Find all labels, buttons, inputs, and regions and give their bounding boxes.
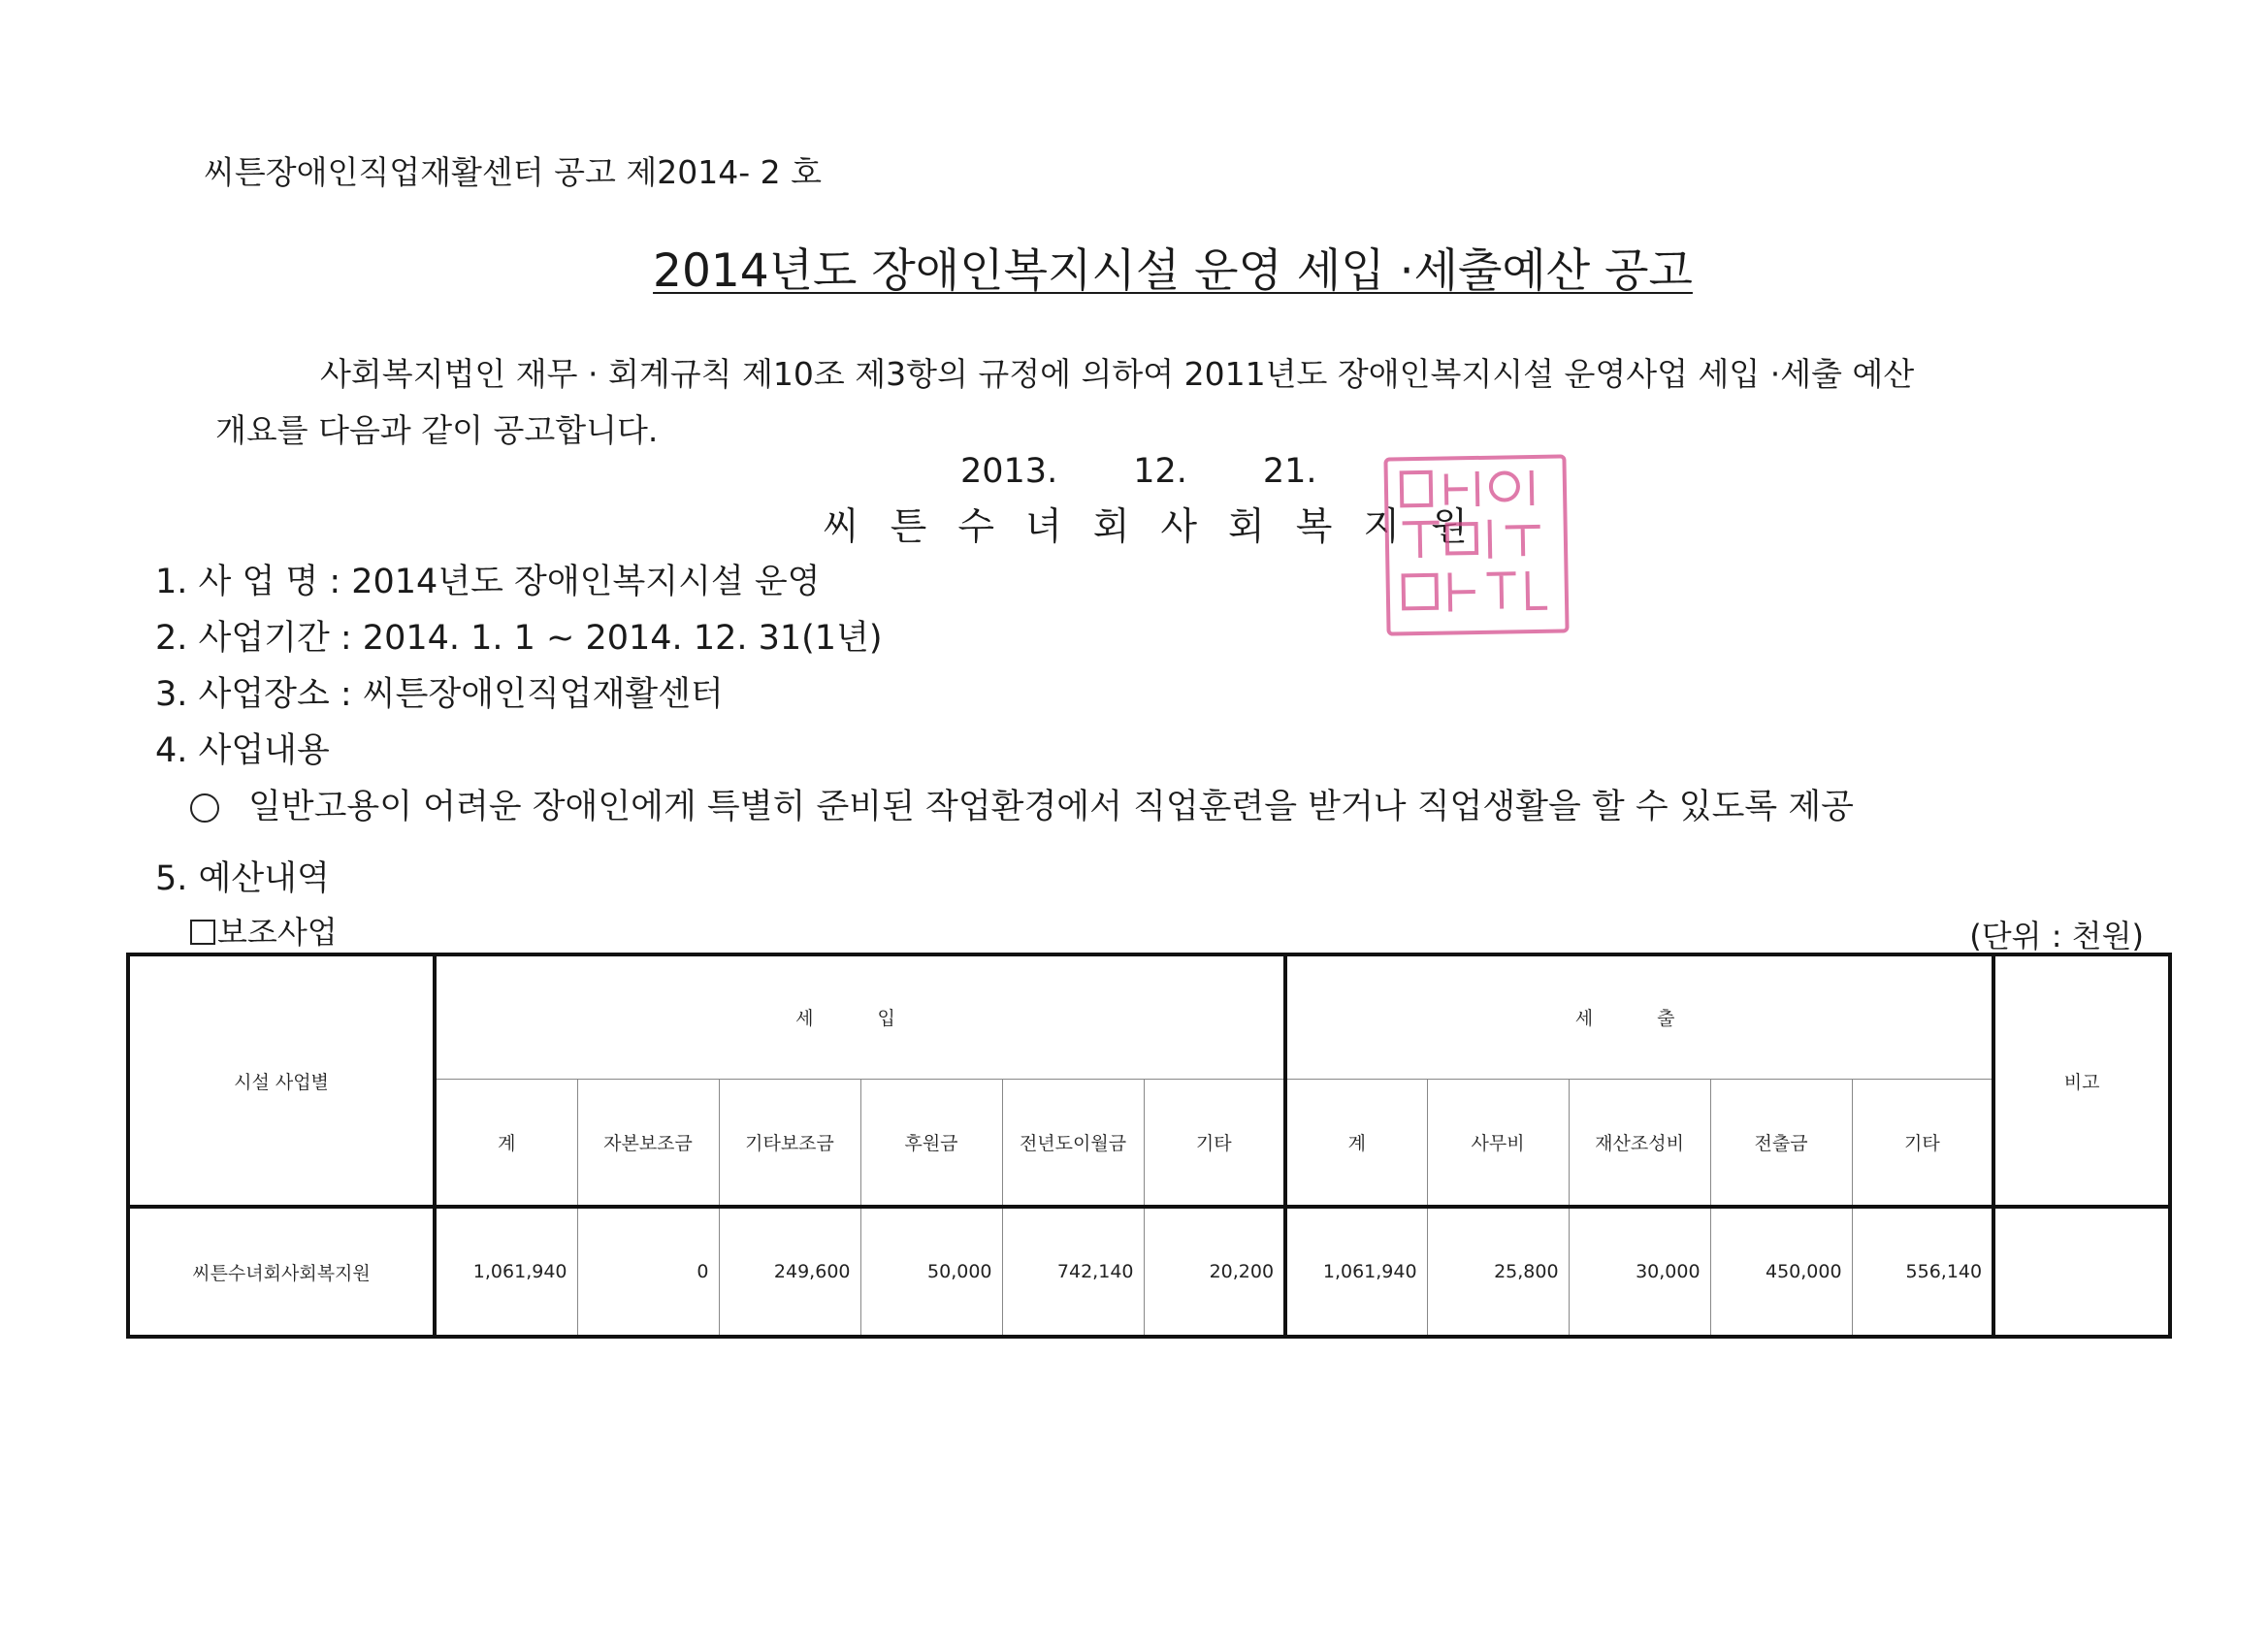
cell-remarks xyxy=(1993,1207,2170,1337)
cell-facility: 씨튼수녀회사회복지원 xyxy=(128,1207,435,1337)
seal-glyphs-icon xyxy=(1387,459,1557,625)
intro-line-2: 개요를 다음과 같이 공고합니다. xyxy=(215,411,659,449)
income-col-other: 기타 xyxy=(1144,1079,1285,1207)
expense-col-office: 사무비 xyxy=(1427,1079,1569,1207)
income-col-capital-subsidy: 자본보조금 xyxy=(577,1079,719,1207)
section-project-location: 3. 사업장소 : 씨튼장애인직업재활센터 xyxy=(155,675,724,714)
section-project-period: 2. 사업기간 : 2014. 1. 1 ~ 2014. 12. 31(1년) xyxy=(155,619,883,658)
subsection-label: 보조사업 xyxy=(217,914,338,951)
organization-name: 씨튼수녀회사회복지원 xyxy=(823,505,1499,549)
header-expense-text: 세 출 xyxy=(1574,1008,1704,1030)
header-expense xyxy=(1285,954,1993,1079)
cell-income-donation: 50,000 xyxy=(860,1207,1002,1337)
circle-bullet-icon xyxy=(190,793,219,823)
cell-income-carryover: 742,140 xyxy=(1002,1207,1144,1337)
checkbox-square-icon xyxy=(190,920,215,945)
date-day: 21. xyxy=(1262,452,1317,491)
cell-expense-transfer: 450,000 xyxy=(1710,1207,1852,1337)
income-col-donation: 후원금 xyxy=(860,1079,1002,1207)
header-income xyxy=(435,954,1285,1079)
date-month: 12. xyxy=(1133,452,1187,491)
page-title xyxy=(0,235,2268,300)
notice-number: 씨튼장애인직업재활센터 공고 제2014- 2 호 xyxy=(204,153,823,191)
income-col-other-subsidy: 기타보조금 xyxy=(719,1079,860,1207)
date-year: 2013. xyxy=(960,452,1058,491)
content-bullet xyxy=(190,780,1854,828)
notice-date xyxy=(960,452,1393,491)
expense-col-asset: 재산조성비 xyxy=(1569,1079,1710,1207)
cell-income-total: 1,061,940 xyxy=(435,1207,577,1337)
expense-col-transfer: 전출금 xyxy=(1710,1079,1852,1207)
header-remarks: 비고 xyxy=(1993,954,2170,1207)
section-project-content: 4. 사업내용 xyxy=(155,731,330,770)
cell-expense-total: 1,061,940 xyxy=(1285,1207,1427,1337)
page-title-text: 2014년도 장애인복지시설 운영 세입 ·세출예산 공고 xyxy=(653,244,1693,298)
section-budget-details: 5. 예산내역 xyxy=(155,859,330,898)
subsection-subsidy xyxy=(190,908,338,953)
cell-income-other: 20,200 xyxy=(1144,1207,1285,1337)
income-col-carryover: 전년도이월금 xyxy=(1002,1079,1144,1207)
header-income-text: 세 입 xyxy=(795,1008,924,1030)
income-col-total: 계 xyxy=(435,1079,577,1207)
header-facility: 시설 사업별 xyxy=(128,954,435,1207)
content-bullet-text: 일반고용이 어려운 장애인에게 특별히 준비된 작업환경에서 직업훈련을 받거나 직업생활을 할 수 있도록 제공 xyxy=(248,788,1854,826)
cell-expense-other: 556,140 xyxy=(1852,1207,1993,1337)
section-project-name: 1. 사 업 명 : 2014년도 장애인복지시설 운영 xyxy=(155,563,821,601)
cell-expense-office: 25,800 xyxy=(1427,1207,1569,1337)
budget-table xyxy=(126,953,2172,1339)
intro-line-1: 사회복지법인 재무 · 회계규칙 제10조 제3항의 규정에 의하여 2011년도 장애인복지시설 운영사업 세입 ·세출 예산 xyxy=(320,355,1915,393)
table-row xyxy=(128,1207,2170,1337)
expense-col-other: 기타 xyxy=(1852,1079,1993,1207)
cell-income-capital-subsidy: 0 xyxy=(577,1207,719,1337)
official-seal-stamp xyxy=(1383,454,1569,635)
expense-col-total: 계 xyxy=(1285,1079,1427,1207)
cell-income-other-subsidy: 249,600 xyxy=(719,1207,860,1337)
cell-expense-asset: 30,000 xyxy=(1569,1207,1710,1337)
unit-note: (단위 : 천원) xyxy=(1969,918,2144,954)
